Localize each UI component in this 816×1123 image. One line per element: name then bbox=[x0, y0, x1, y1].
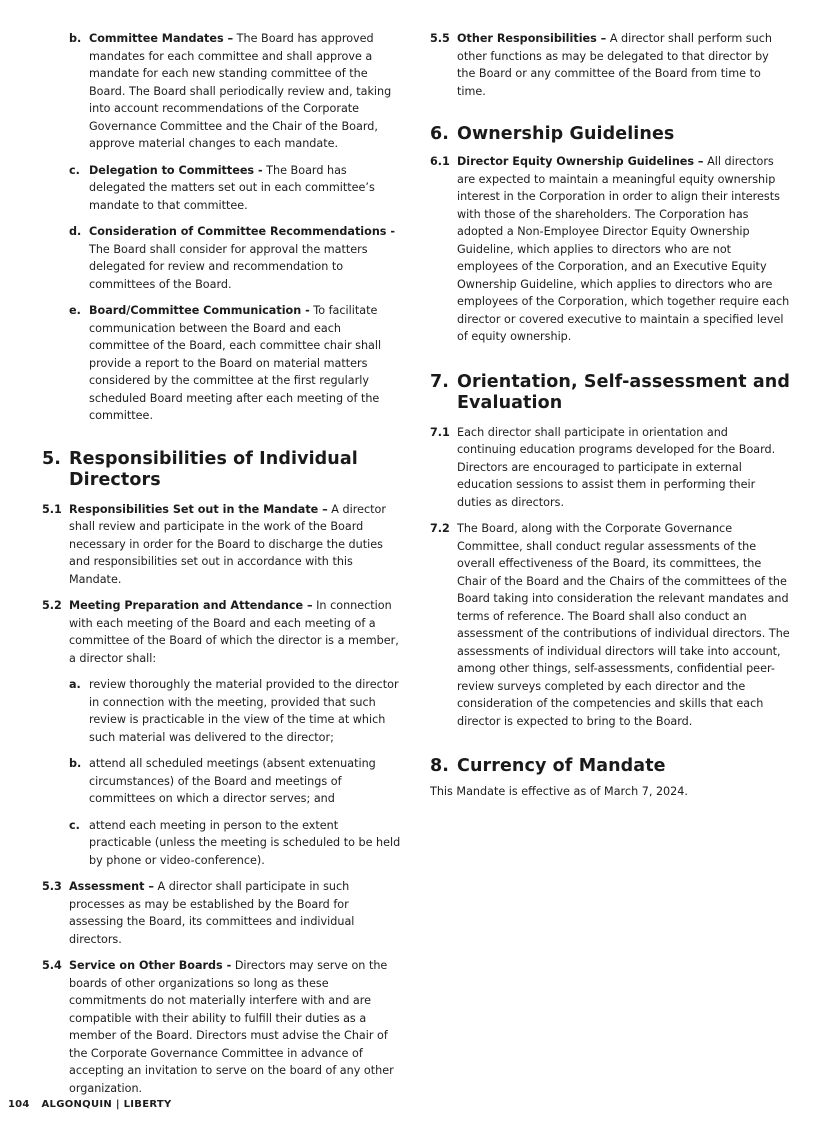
section-5-heading bbox=[42, 449, 402, 491]
right-column bbox=[430, 30, 790, 801]
item-title: Director Equity Ownership Guidelines – bbox=[457, 155, 704, 168]
item-text: Each director shall participate in orientation and continuing education programs developed for the Board. Directors are encouraged to participate in external education sessions to assist them in performing their duties as directors. bbox=[457, 425, 776, 509]
item-text: All directors are expected to maintain a meaningful equity ownership interest in the Corporation in order to align their interests with those of the shareholders. The Corporation has adopted a Non-Employee Director Equity Ownership Guideline, which applies to directors who are not employees of the Corporation, and an Executive Equity Ownership Guideline, which applies to directors who are employees of the Corporation, which together require each director or covered executive to maintain a specified level of equity ownership. bbox=[457, 155, 790, 343]
item-text: To facilitate communication between the Board and each committee of the Board, each committee chair shall provide a report to the Board on material matters considered by the committee at the first regularly scheduled Board meeting after each meeting of the committee. bbox=[89, 304, 382, 422]
list-item bbox=[69, 162, 402, 215]
item-number: 5.5 bbox=[430, 32, 450, 45]
item-title: Other Responsibilities – bbox=[457, 32, 607, 45]
item-letter: c. bbox=[69, 818, 80, 832]
item-letter: c. bbox=[69, 163, 80, 177]
list-item bbox=[430, 30, 790, 100]
item-letter: b. bbox=[69, 32, 82, 45]
item-letter: d. bbox=[69, 225, 82, 238]
item-number: 5.1 bbox=[42, 502, 62, 516]
item-title: Committee Mandates – bbox=[89, 32, 234, 45]
item-title: Board/Committee Communication - bbox=[89, 304, 310, 317]
list-item bbox=[42, 501, 402, 589]
item-title: Meeting Preparation and Attendance – bbox=[69, 599, 313, 612]
item-number: 5.4 bbox=[42, 959, 62, 972]
list-item bbox=[430, 520, 790, 730]
item-text: A director shall review and participate in the work of the Board necessary in order for the Board to discharge the duties and responsibilities set out in accordance with this Mandate. bbox=[69, 502, 386, 586]
item-title: Consideration of Committee Recommendations - bbox=[89, 225, 395, 238]
list-item bbox=[69, 302, 402, 425]
item-title: Service on Other Boards - bbox=[69, 959, 232, 972]
item-number: 6.1 bbox=[430, 155, 450, 168]
section-8-heading bbox=[430, 756, 790, 777]
list-item bbox=[69, 676, 402, 746]
item-text: review thoroughly the material provided to the director in connection with the meeting, provided that such review is practicable in the view of the time at which such material was delivered to the director; bbox=[89, 678, 399, 744]
list-item bbox=[42, 597, 402, 667]
item-text: Directors may serve on the boards of other organizations so long as these commitments do not materially interfere with and are compatible with their ability to fulfill their duties as a member of the Board. Directors must advise the Chair of the Corporate Governance Committee in advance of accepting an invitation to serve on the board of any other organization. bbox=[69, 959, 394, 1095]
item-text: A director shall perform such other functions as may be delegated to that director by the Board or any committee of the Board from time to time. bbox=[457, 32, 772, 98]
item-letter: b. bbox=[69, 757, 82, 770]
item-text: In connection with each meeting of the Board and each meeting of a committee of the Board of which the director is a member, a director shall: bbox=[69, 599, 399, 665]
list-item bbox=[42, 878, 402, 948]
list-item bbox=[430, 153, 790, 346]
section-number: 5. bbox=[42, 448, 62, 469]
mandate-effective-text: This Mandate is effective as of March 7, 2024. bbox=[430, 785, 688, 798]
item-text: The Board has delegated the matters set out in each committee’s mandate to that committee. bbox=[89, 163, 375, 212]
list-item bbox=[430, 424, 790, 512]
section-7-heading bbox=[430, 372, 790, 414]
item-text: attend all scheduled meetings (absent extenuating circumstances) of the Board and meetings of committees on which a director serves; and bbox=[89, 757, 376, 805]
item-text: attend each meeting in person to the extent practicable (unless the meeting is scheduled to be held by phone or video-conference). bbox=[89, 818, 401, 867]
list-item bbox=[69, 30, 402, 153]
item-title: Assessment – bbox=[69, 880, 154, 893]
page-footer bbox=[8, 1099, 172, 1110]
item-text: The Board, along with the Corporate Governance Committee, shall conduct regular assessments of the overall effectiveness of the Board, its committees, the Chair of the Board and the Chairs of the committees of the Board taking into consideration the relevant mandates and terms of reference. The Board shall also conduct an assessment of the contributions of individual directors. The assessments of individual directors will take into account, among other things, self-assessments, confidential peer-review surveys completed by each director and the consideration of the competencies and skills that each director is expected to bring to the Board. bbox=[457, 522, 790, 728]
section-title: Orientation, Self-assessment and Evaluation bbox=[457, 371, 790, 413]
item-title: Delegation to Committees - bbox=[89, 163, 263, 177]
item-text: The Board has approved mandates for each committee and shall approve a mandate for each new standing committee of the Board. The Board shall periodically review and, taking into account recommendations of the Corporate Governance Committee and the Chair of the Board, approve material changes to each mandate. bbox=[89, 32, 392, 150]
section-title: Ownership Guidelines bbox=[457, 124, 675, 144]
item-title: Responsibilities Set out in the Mandate – bbox=[69, 502, 328, 516]
section-number: 6. bbox=[430, 124, 450, 144]
item-number: 5.3 bbox=[42, 880, 62, 893]
item-letter: e. bbox=[69, 304, 81, 317]
item-number: 7.2 bbox=[430, 522, 450, 535]
list-item bbox=[69, 223, 402, 293]
list-item bbox=[69, 755, 402, 808]
item-text: A director shall participate in such processes as may be established by the Board for assessing the Board, its committees and individual directors. bbox=[69, 880, 355, 946]
list-item bbox=[42, 957, 402, 1097]
item-text: The Board shall consider for approval the matters delegated for review and recommendation to committees of the Board. bbox=[89, 242, 368, 291]
section-number: 8. bbox=[430, 756, 450, 776]
section-title: Responsibilities of Individual Directors bbox=[69, 448, 358, 490]
page-number: 104 bbox=[8, 1099, 30, 1110]
section-number: 7. bbox=[430, 371, 450, 392]
item-letter: a. bbox=[69, 678, 81, 691]
left-column bbox=[42, 30, 402, 1097]
section-title: Currency of Mandate bbox=[457, 756, 666, 776]
item-number: 5.2 bbox=[42, 599, 62, 612]
brand-name: ALGONQUIN | LIBERTY bbox=[41, 1099, 172, 1110]
section-6-heading bbox=[430, 124, 790, 145]
item-number: 7.1 bbox=[430, 425, 450, 439]
list-item bbox=[69, 817, 402, 870]
